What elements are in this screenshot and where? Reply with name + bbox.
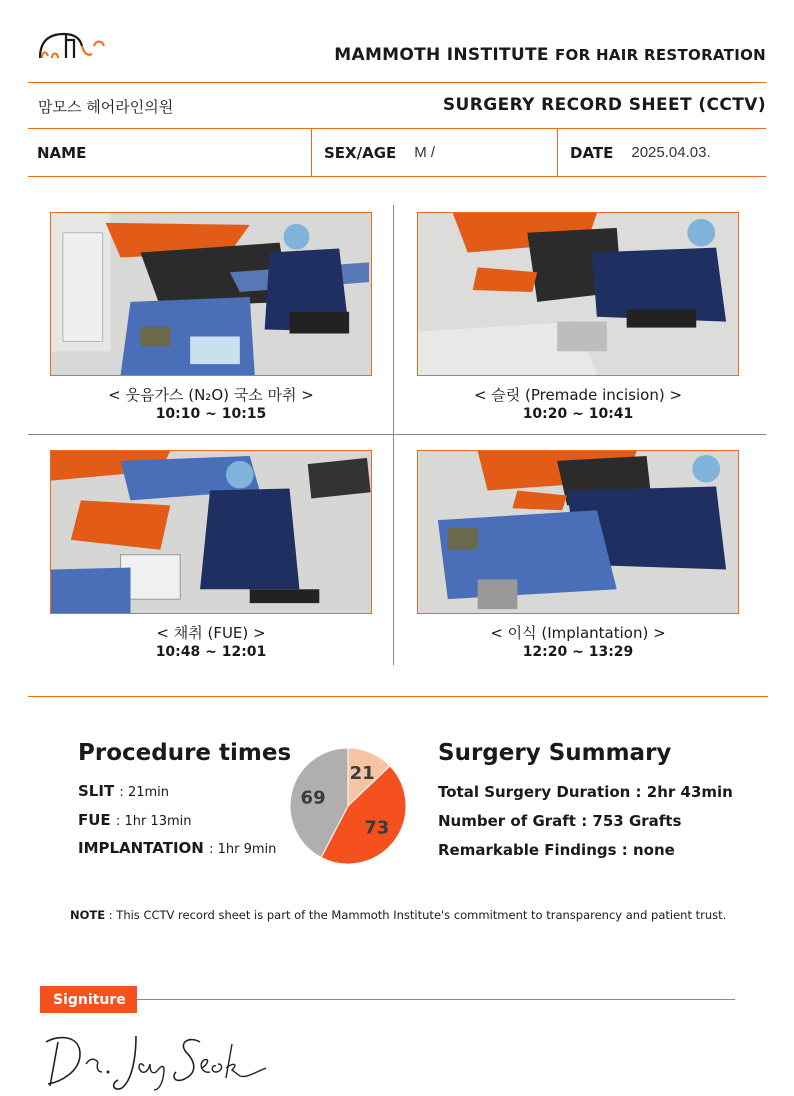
- date-cell: [558, 129, 711, 176]
- signature-line: [137, 999, 735, 1000]
- pie-label-1: 73: [364, 817, 390, 839]
- header-divider-top: [28, 82, 766, 83]
- note-text: : This CCTV record sheet is part of the Mammoth Institute's commitment to transparency and patient trust.: [105, 908, 727, 922]
- procedure-item-slit-label: SLIT: [78, 782, 115, 800]
- cctv-photo-fue: [50, 450, 372, 614]
- document-title: SURGERY RECORD SHEET (CCTV): [442, 95, 766, 115]
- caption-fue-time: 10:48 ~ 12:01: [155, 644, 267, 660]
- signature-label: Signiture: [40, 986, 137, 1013]
- brand-title: [334, 45, 766, 65]
- procedure-item-implantation-value: 1hr 9min: [217, 842, 277, 857]
- pie-label-2: 69: [300, 787, 326, 809]
- name-cell: [28, 129, 312, 176]
- patient-info-row: [28, 129, 766, 176]
- section-divider: [28, 696, 768, 697]
- mammoth-logo-icon: [36, 28, 108, 64]
- procedure-times-title: Procedure times: [78, 740, 292, 766]
- procedure-item-fue: FUE : 1hr 13min: [78, 811, 192, 829]
- clinic-name-kr: 맘모스 헤어라인의원: [38, 98, 174, 116]
- caption-implantation-title: < 이식 (Implantation) >: [490, 624, 666, 642]
- photo-grid-horizontal-divider: [28, 434, 766, 435]
- header-divider-bottom: [28, 176, 766, 177]
- procedure-item-implantation: IMPLANTATION : 1hr 9min: [78, 839, 277, 857]
- photo-grid-vertical-divider: [393, 205, 394, 665]
- caption-slit-time: 10:20 ~ 10:41: [522, 406, 634, 422]
- caption-fue: [50, 624, 372, 662]
- sex-age-value: M /: [414, 144, 436, 161]
- surgery-summary-title: Surgery Summary: [438, 740, 672, 766]
- caption-anesthesia-time: 10:10 ~ 10:15: [155, 406, 267, 422]
- caption-slit-title: < 슬릿 (Premade incision) >: [473, 386, 683, 404]
- summary-graft-count: Number of Graft : 753 Grafts: [438, 812, 682, 830]
- procedure-item-fue-label: FUE: [78, 811, 111, 829]
- procedure-item-slit-value: 21min: [127, 785, 169, 800]
- caption-fue-title: < 채취 (FUE) >: [156, 624, 266, 642]
- sex-age-label: SEX/AGE: [324, 143, 397, 162]
- brand-main-text: MAMMOTH INSTITUTE: [334, 45, 549, 65]
- sex-age-cell: [312, 129, 558, 176]
- name-label: NAME: [37, 143, 87, 162]
- procedure-item-fue-value: 1hr 13min: [124, 814, 192, 829]
- caption-implantation: [417, 624, 739, 662]
- procedure-item-implantation-label: IMPLANTATION: [78, 839, 204, 857]
- summary-findings: Remarkable Findings : none: [438, 841, 675, 859]
- summary-total-duration: Total Surgery Duration : 2hr 43min: [438, 783, 733, 801]
- brand-sub-text: FOR HAIR RESTORATION: [555, 46, 766, 64]
- cctv-photo-anesthesia: [50, 212, 372, 376]
- caption-anesthesia: [50, 386, 372, 424]
- cctv-photo-implantation: [417, 450, 739, 614]
- procedure-item-slit: SLIT : 21min: [78, 782, 169, 800]
- procedure-pie-chart: [288, 746, 408, 866]
- caption-anesthesia-title: < 웃음가스 (N₂O) 국소 마취 >: [108, 386, 314, 404]
- cctv-photo-slit: [417, 212, 739, 376]
- date-label: DATE: [570, 143, 614, 162]
- caption-implantation-time: 12:20 ~ 13:29: [522, 644, 634, 660]
- date-value: 2025.04.03.: [631, 144, 711, 161]
- pie-label-0: 21: [349, 762, 375, 784]
- caption-slit: [417, 386, 739, 424]
- note: [70, 908, 726, 922]
- handwritten-signature: [40, 1028, 300, 1094]
- note-label: NOTE: [70, 908, 106, 922]
